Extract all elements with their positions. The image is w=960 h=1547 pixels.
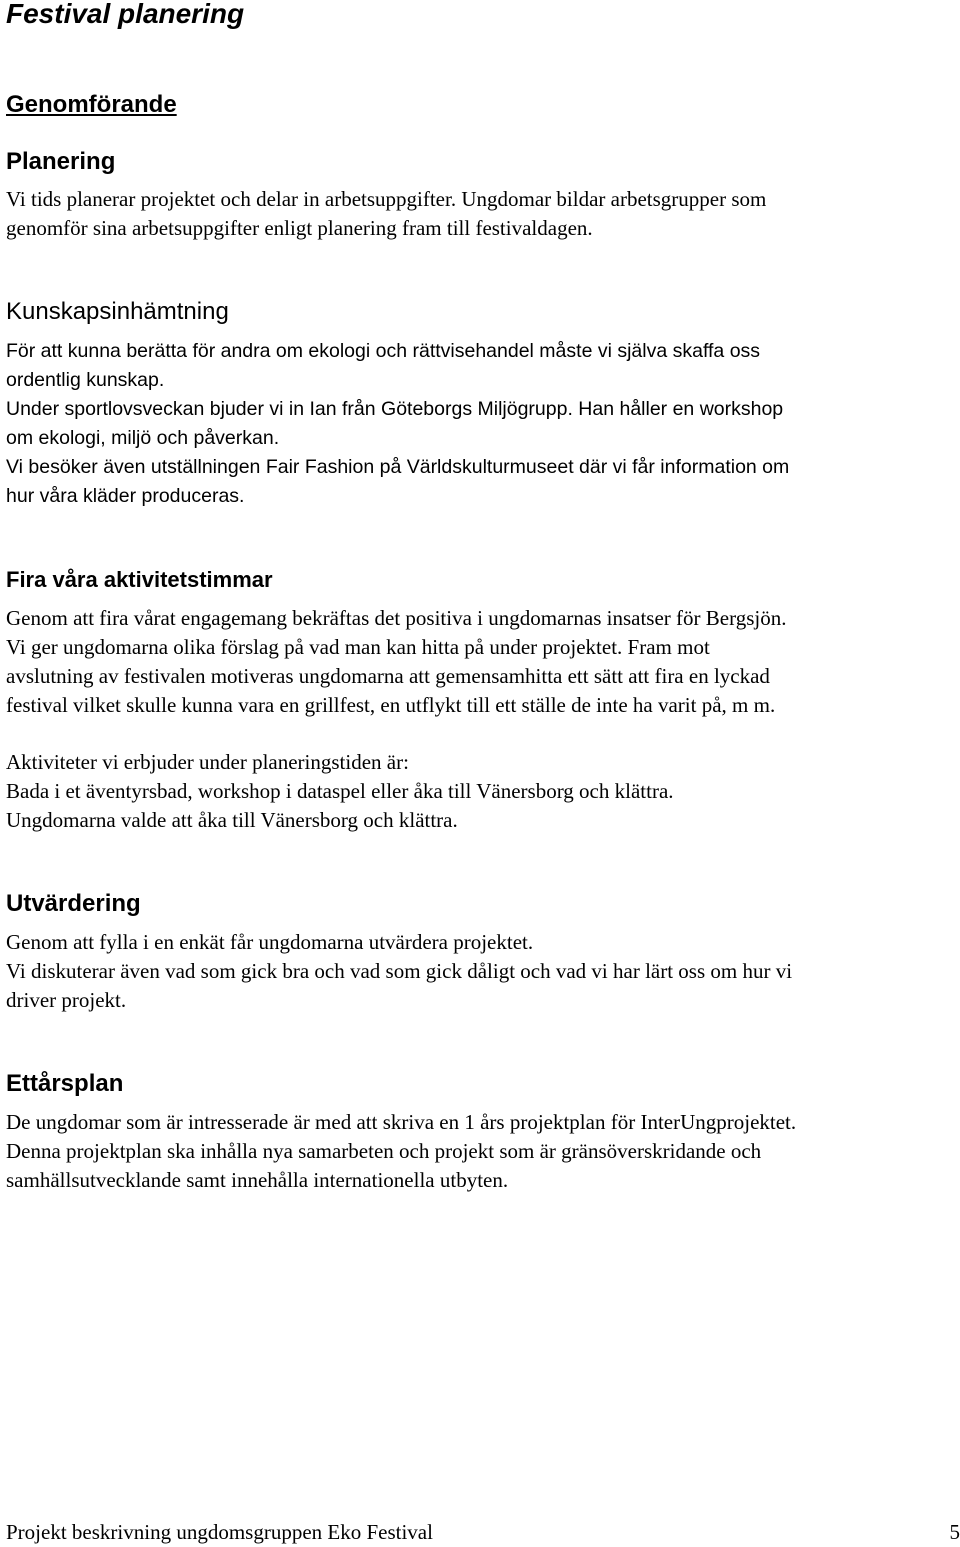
heading-ettarsplan: Ettårsplan	[6, 1070, 124, 1097]
document-title: Festival planering	[6, 0, 245, 29]
text-line: Under sportlovsveckan bjuder vi in Ian från Göteborgs Miljögrupp. Han håller en workshop	[6, 398, 784, 420]
text-line: driver projekt.	[6, 988, 127, 1012]
footer-page-number: 5	[949, 1520, 960, 1544]
text-line: Vi ger ungdomarna olika förslag på vad man kan hitta på under projektet. Fram mot	[6, 635, 710, 659]
ettarsplan-paragraph	[6, 1108, 796, 1195]
text-line: Denna projektplan ska inhålla nya samarbeten och projekt som är gränsöverskridande och	[6, 1139, 762, 1163]
heading-fira-aktivitetstimmar: Fira våra aktivitetstimmar	[6, 567, 273, 592]
text-line: För att kunna berätta för andra om ekologi och rättvisehandel måste vi själva skaffa oss	[6, 340, 761, 362]
utvardering-paragraph	[6, 928, 792, 1015]
footer-document-title: Projekt beskrivning ungdomsgruppen Eko Festival	[6, 1520, 433, 1544]
aktiviteter-paragraph	[6, 748, 674, 835]
heading-planering: Planering	[6, 148, 116, 175]
text-line: genomför sina arbetsuppgifter enligt planering fram till festivaldagen.	[6, 216, 593, 240]
text-line: festival vilket skulle kunna vara en grillfest, en utflykt till ett ställe de inte ha varit på, m m.	[6, 693, 776, 717]
text-line: samhällsutvecklande samt innehålla internationella utbyten.	[6, 1168, 509, 1192]
text-line: Vi tids planerar projektet och delar in arbetsuppgifter. Ungdomar bildar arbetsgrupper som	[6, 187, 767, 211]
text-line: De ungdomar som är intresserade är med att skriva en 1 års projektplan för InterUngprojektet.	[6, 1110, 797, 1134]
planering-paragraph	[6, 185, 766, 243]
heading-utvardering: Utvärdering	[6, 890, 141, 917]
text-line: Vi besöker även utställningen Fair Fashion på Världskulturmuseet där vi får information om	[6, 456, 790, 478]
text-line: ordentlig kunskap.	[6, 369, 165, 391]
text-line: Genom att fira vårat engagemang bekräftas det positiva i ungdomarnas insatser för Bergsjön.	[6, 606, 787, 630]
fira-paragraph	[6, 604, 786, 720]
text-line: om ekologi, miljö och påverkan.	[6, 427, 280, 449]
heading-genomforande: Genomförande	[6, 91, 177, 118]
text-line: Bada i et äventyrsbad, workshop i dataspel eller åka till Vänersborg och klättra.	[6, 779, 674, 803]
text-line: Genom att fylla i en enkät får ungdomarna utvärdera projektet.	[6, 930, 534, 954]
heading-kunskapsinhamtning: Kunskapsinhämtning	[6, 298, 229, 325]
text-line: Vi diskuterar även vad som gick bra och vad som gick dåligt och vad vi har lärt oss om hur vi	[6, 959, 793, 983]
text-line: Ungdomarna valde att åka till Vänersborg och klättra.	[6, 808, 458, 832]
text-line: hur våra kläder produceras.	[6, 485, 245, 507]
kunskap-paragraph	[6, 337, 789, 511]
text-line: Aktiviteter vi erbjuder under planeringstiden är:	[6, 750, 409, 774]
text-line: avslutning av festivalen motiveras ungdomarna att gemensamhitta ett sätt att fira en lyckad	[6, 664, 770, 688]
